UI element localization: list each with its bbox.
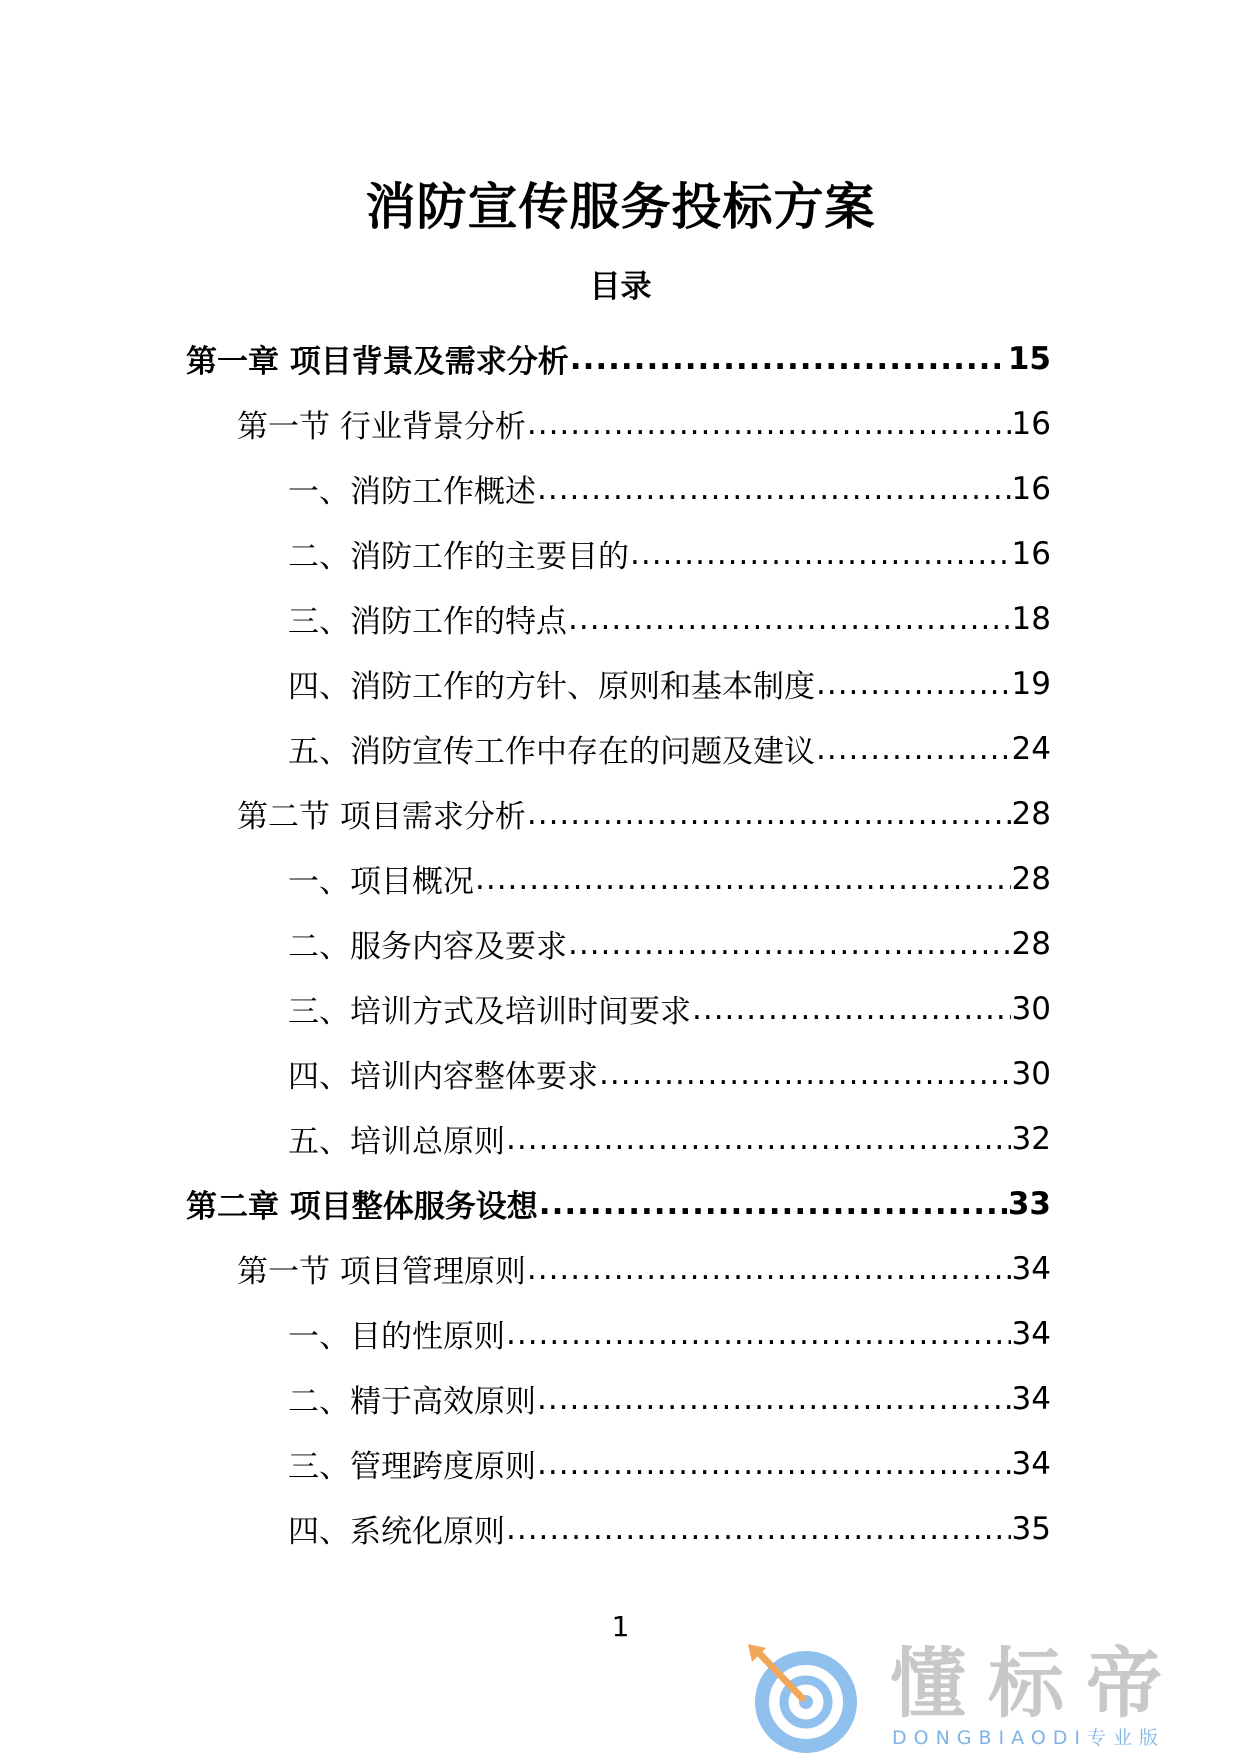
toc-dot-leader (506, 1316, 1011, 1352)
toc-entry-page: 28 (1011, 925, 1051, 962)
toc-entry-page: 19 (1011, 665, 1051, 702)
toc-entry[interactable] (288, 846, 1051, 911)
watermark-subtitle: DONGBIAODI专业版 (892, 1727, 1166, 1749)
toc-dot-leader (506, 1511, 1011, 1547)
watermark-brand: 懂标帝 (890, 1639, 1184, 1728)
toc-dot-leader (570, 341, 1007, 377)
toc-entry-label: 第二节 项目需求分析 (237, 799, 526, 835)
toc-entry-page: 32 (1011, 1120, 1051, 1157)
toc-dot-leader (506, 1121, 1011, 1157)
toc-entry[interactable] (288, 586, 1051, 651)
watermark (740, 1636, 1240, 1754)
toc-entry[interactable] (237, 781, 1051, 846)
toc-entry-page: 28 (1011, 795, 1051, 832)
toc-entry[interactable] (288, 1041, 1051, 1106)
toc-entry-page: 30 (1011, 1055, 1051, 1092)
toc-entry-page: 24 (1011, 730, 1051, 767)
toc-dot-leader (537, 1381, 1011, 1417)
toc-entry[interactable] (288, 1431, 1051, 1496)
toc-entry[interactable] (288, 911, 1051, 976)
toc-entry-page: 35 (1011, 1510, 1051, 1547)
toc-entry-label: 五、培训总原则 (288, 1124, 505, 1160)
toc-entry-page: 34 (1011, 1250, 1051, 1287)
toc-entry-page: 18 (1011, 600, 1051, 637)
toc-entry[interactable] (237, 1236, 1051, 1301)
toc-entry-page: 34 (1011, 1445, 1051, 1482)
toc-dot-leader (527, 796, 1011, 832)
toc-dot-leader (537, 471, 1011, 507)
toc-entry-label: 一、消防工作概述 (288, 474, 536, 510)
toc-entry-page: 16 (1011, 405, 1051, 442)
toc-dot-leader (816, 731, 1011, 767)
toc-entry-page: 15 (1007, 340, 1051, 377)
document-title: 消防宣传服务投标方案 (365, 178, 876, 236)
target-arrow-icon (740, 1636, 866, 1754)
toc-dot-leader (816, 666, 1011, 702)
toc-entry-label: 三、消防工作的特点 (288, 604, 567, 640)
toc-dot-leader (527, 406, 1011, 442)
toc-entry-page: 33 (1007, 1185, 1051, 1222)
toc-entry-label: 五、消防宣传工作中存在的问题及建议 (288, 734, 815, 770)
toc-dot-leader (692, 991, 1011, 1027)
page-number: 1 (611, 1610, 630, 1643)
toc-entry-label: 二、消防工作的主要目的 (288, 539, 629, 575)
toc-dot-leader (527, 1251, 1011, 1287)
toc-entry-page: 34 (1011, 1380, 1051, 1417)
toc-entry-page: 30 (1011, 990, 1051, 1027)
toc-entry-label: 四、消防工作的方针、原则和基本制度 (288, 669, 815, 705)
toc-entry[interactable] (237, 391, 1051, 456)
toc-dot-leader (568, 601, 1011, 637)
toc-entry-label: 三、管理跨度原则 (288, 1449, 536, 1485)
toc-entry-page: 34 (1011, 1315, 1051, 1352)
toc-dot-leader (599, 1056, 1011, 1092)
toc-entry[interactable] (288, 1366, 1051, 1431)
toc-dot-leader (537, 1446, 1011, 1482)
toc-entry[interactable] (288, 651, 1051, 716)
toc-entry-page: 28 (1011, 860, 1051, 897)
toc-entry-label: 第一章 项目背景及需求分析 (186, 344, 569, 380)
toc-entry-label: 四、系统化原则 (288, 1514, 505, 1550)
toc-entry[interactable] (186, 326, 1051, 391)
toc-entry-label: 第一节 行业背景分析 (237, 409, 526, 445)
toc-entry[interactable] (288, 1496, 1051, 1561)
toc-entry-label: 一、目的性原则 (288, 1319, 505, 1355)
toc-entry[interactable] (186, 1171, 1051, 1236)
toc-entry[interactable] (288, 716, 1051, 781)
toc-entry[interactable] (288, 1301, 1051, 1366)
toc-entry-label: 二、精于高效原则 (288, 1384, 536, 1420)
toc-dot-leader (568, 926, 1011, 962)
toc-entry[interactable] (288, 521, 1051, 586)
toc-entry-label: 四、培训内容整体要求 (288, 1059, 598, 1095)
toc-dot-leader (539, 1186, 1007, 1222)
toc-entry-label: 二、服务内容及要求 (288, 929, 567, 965)
toc-entry[interactable] (288, 1106, 1051, 1171)
toc-entry-label: 三、培训方式及培训时间要求 (288, 994, 691, 1030)
toc-entry-label: 一、项目概况 (288, 864, 474, 900)
toc-entry-label: 第二章 项目整体服务设想 (186, 1189, 538, 1225)
toc-entry-label: 第一节 项目管理原则 (237, 1254, 526, 1290)
toc-entry[interactable] (288, 456, 1051, 521)
toc-dot-leader (630, 536, 1011, 572)
toc-entry-page: 16 (1011, 470, 1051, 507)
toc-entry[interactable] (288, 976, 1051, 1041)
toc-entry-page: 16 (1011, 535, 1051, 572)
toc-dot-leader (475, 861, 1011, 897)
toc-heading: 目录 (589, 269, 652, 305)
